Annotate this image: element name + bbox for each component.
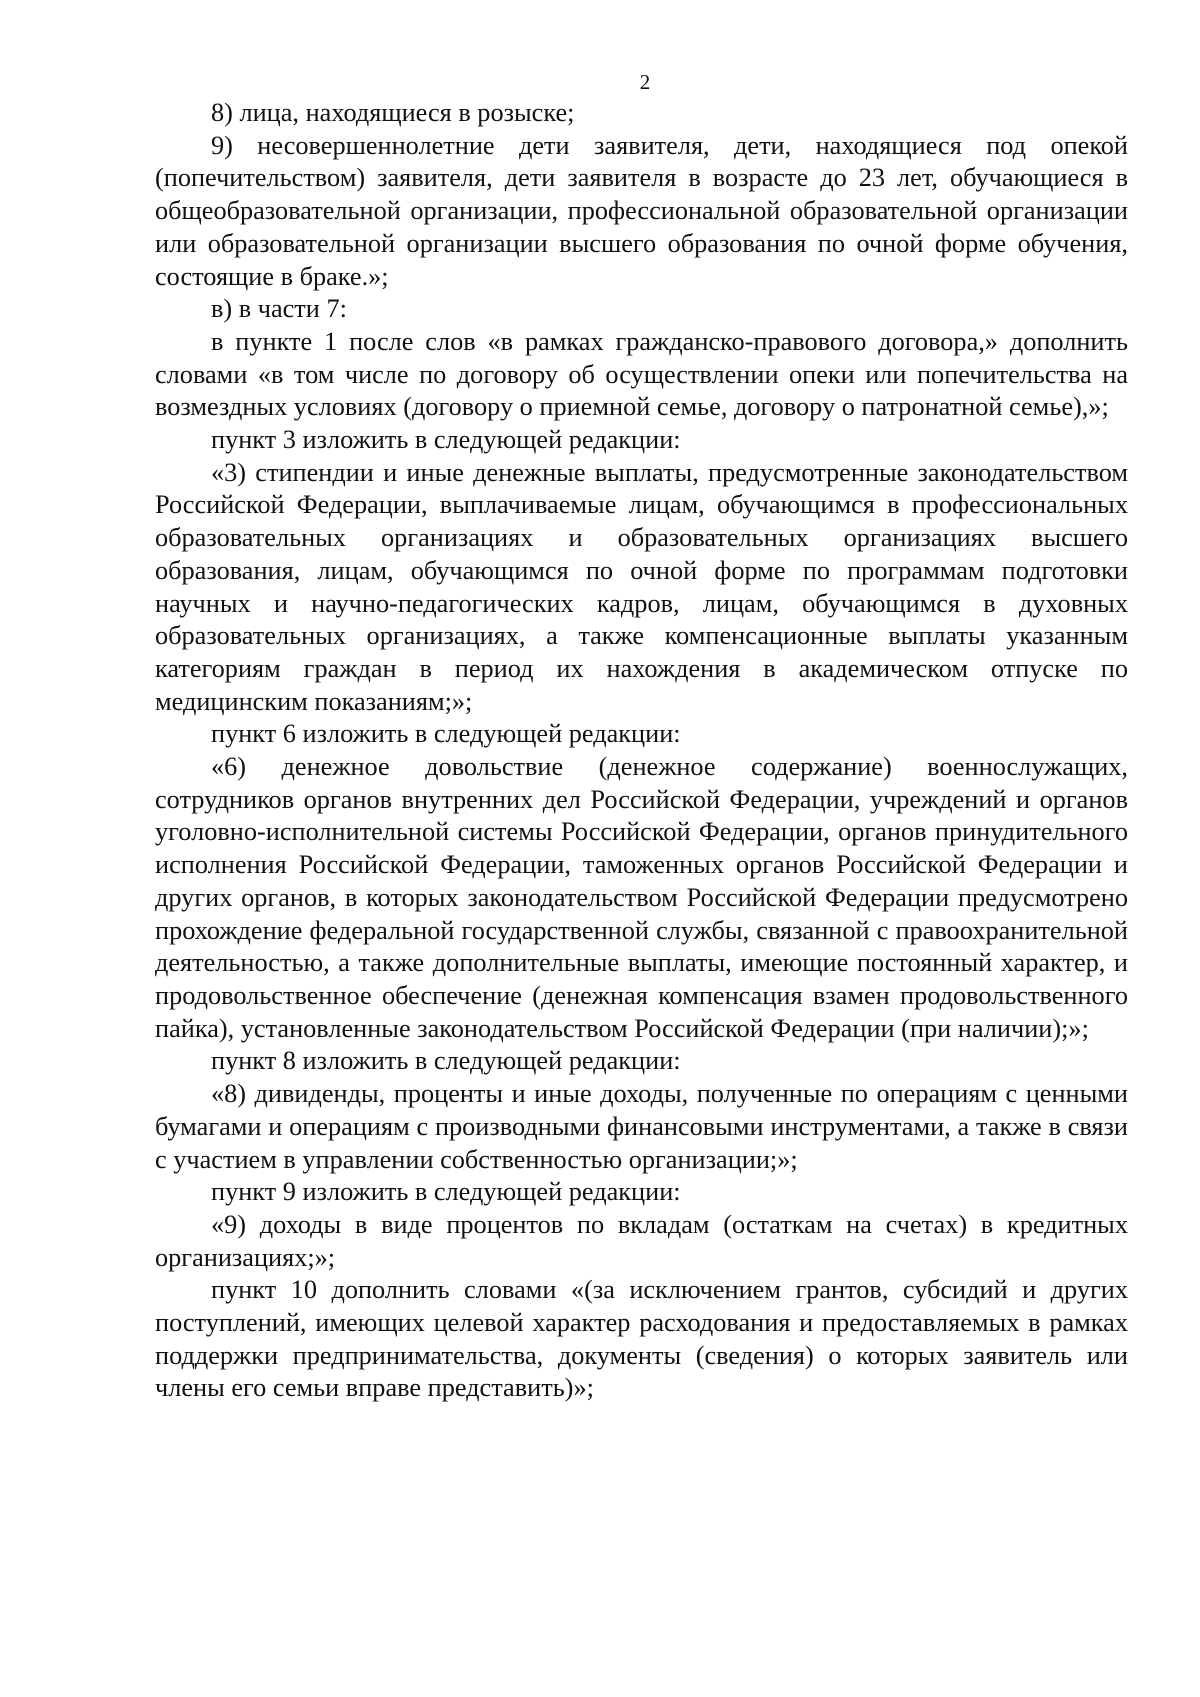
paragraph-point-8-text: «8) дивиденды, проценты и иные доходы, полученные по операциям с ценными бумагами и операциям с производными финансовыми инструментами, а также в связи с участием в управлении собственностью организации;»; [155, 1079, 1128, 1174]
page-number: 2 [639, 70, 651, 94]
paragraph-point-6-text: «6) денежное довольствие (денежное содержание) военнослужащих, сотрудников органов внутренних дел Российской Федерации, учреждений и органов уголовно-исполнительной системы Российской Федерации, органов принудительного исполнения Российской Федерации, таможенных органов Российской Федерации и других органов, в которых законодательством Российской Федерации предусмотрено прохождение федеральной государственной службы, связанной с правоохранительной деятельностью, а также дополнительные выплаты, имеющие постоянный характер, и продовольственное обеспечение (денежная компенсация взамен продовольственного пайка), установленные законодательством Российской Федерации (при наличии);»; [155, 752, 1128, 1043]
paragraph-item-8: 8) лица, находящиеся в розыске; [211, 98, 575, 127]
paragraph-point-9-text: «9) доходы в виде процентов по вкладам (остаткам на счетах) в кредитных организациях;»; [155, 1209, 1128, 1272]
paragraph-item-9: 9) несовершеннолетние дети заявителя, дети, находящиеся под опекой (попечительством) заявителя, дети заявителя в возрасте до 23 лет, обучающиеся в общеобразовательной организации, профессиональной образовательной организации или образовательной организации высшего образования по очной форме обучения, состоящие в браке.»; [155, 130, 1128, 291]
paragraph-point-8-intro: пункт 8 изложить в следующей редакции: [211, 1046, 681, 1076]
paragraph-point-3-text: «3) стипендии и иные денежные выплаты, предусмотренные законодательством Российской Федерации, выплачиваемые лицам, обучающимся в профессиональных образовательных организациях и образовательных организациях высшего образования, лицам, обучающимся по очной форме по программам подготовки научных и научно-педагогических кадров, лицам, обучающимся в духовных образовательных организациях, а также компенсационные выплаты указанным категориям граждан в период их нахождения в академическом отпуске по медицинским показаниям;»; [155, 457, 1128, 716]
paragraph-point-9-intro: пункт 9 изложить в следующей редакции: [211, 1177, 681, 1207]
paragraph-point-1-amendment: в пункте 1 после слов «в рамках гражданско-правового договора,» дополнить словами «в том числе по договору об осуществлении опеки или попечительства на возмездных условиях (договору о приемной семье, договору о патронатной семье),»; [155, 326, 1128, 422]
paragraph-part-7-heading: в) в части 7: [211, 294, 347, 324]
paragraph-point-6-intro: пункт 6 изложить в следующей редакции: [211, 719, 681, 749]
document-body [155, 97, 1128, 1405]
paragraph-point-10-amendment: пункт 10 дополнить словами «(за исключением грантов, субсидий и других поступлений, имеющих целевой характер расходования и предоставляемых в рамках поддержки предпринимательства, документы (сведения) о которых заявитель или члены его семьи вправе представить)»; [155, 1275, 1128, 1403]
paragraph-point-3-intro: пункт 3 изложить в следующей редакции: [211, 425, 681, 455]
